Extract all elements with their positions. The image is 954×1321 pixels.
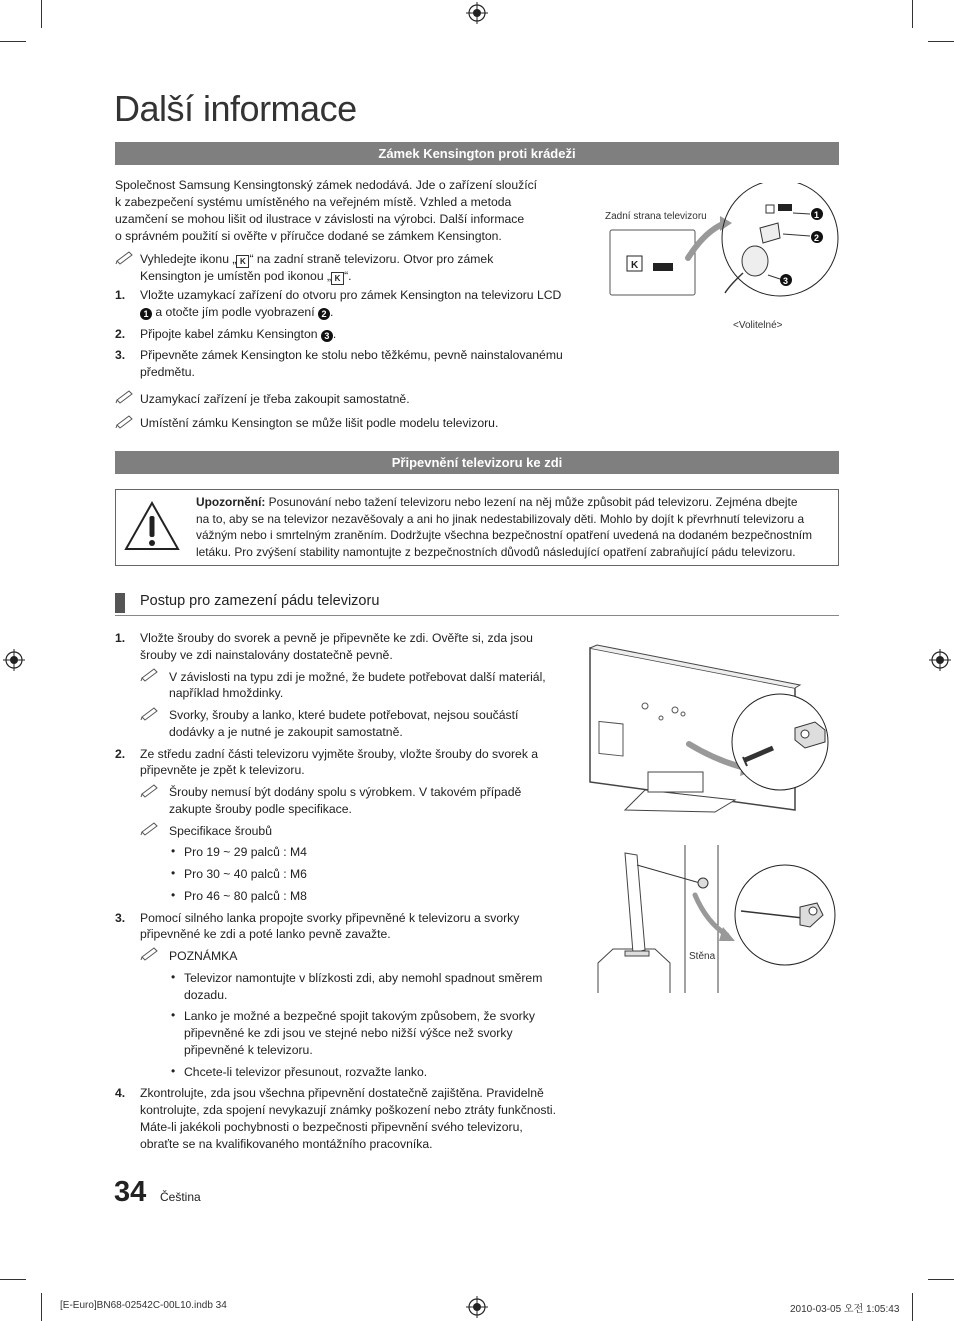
note-pencil-icon	[140, 782, 160, 798]
bullet-text: Chcete-li televizor přesunout, rozvažte lanko.	[184, 1065, 428, 1079]
note-text: “ na zadní straně televizoru. Otvor pro zámek	[249, 252, 494, 266]
step-text-part: .	[332, 327, 337, 341]
registration-mark-icon	[929, 649, 951, 671]
screw-spec: Pro 46 ~ 80 palců : M8	[184, 889, 307, 903]
step-text: Zkontrolujte, zda jsou všechna připevnění dostatečně zajištěna. Pravidelně	[140, 1086, 544, 1100]
rear-tv-label: Zadní strana televizoru	[605, 211, 707, 222]
svg-text:K: K	[631, 260, 639, 271]
bullet-dot: •	[171, 888, 176, 902]
warning-line	[196, 494, 797, 511]
bullet-dot: •	[171, 970, 176, 984]
badge-2: 2	[318, 308, 330, 320]
crop-mark	[41, 0, 42, 28]
step-text: Máte-li jakékoli pochybnosti o bezpečnosti připevnění svého televizoru,	[140, 1120, 523, 1134]
bullet-dot: •	[171, 1008, 176, 1022]
step-number: 2.	[115, 327, 126, 341]
step-text: připevněné ke zdi a poté lanko pevně zavažte.	[140, 927, 391, 941]
note-line	[140, 268, 352, 285]
registration-mark-icon	[3, 649, 25, 671]
note-pencil-icon	[140, 666, 160, 682]
tv-rear-illustration	[585, 640, 840, 815]
bullet-dot: •	[171, 866, 176, 880]
step-text: obraťte se na kvalifikovaného montážního pracovníka.	[140, 1137, 433, 1151]
step-number: 2.	[115, 747, 126, 761]
page-number: 34	[114, 1176, 147, 1208]
bullet-text: Televizor namontujte v blízkosti zdi, aby nemohl spadnout směrem	[184, 971, 543, 985]
warning-line: letáku. Pro zvýšení stability namontujte z bezpečnostních důvodů následující opatření zabraňující pádu televizoru.	[196, 545, 796, 559]
subheading-marker	[115, 593, 125, 613]
bullet-text: dozadu.	[184, 988, 228, 1002]
subheading: Postup pro zamezení pádu televizoru	[140, 593, 380, 609]
note-pencil-icon	[140, 945, 160, 961]
step-text: šrouby ve zdi nainstalovány dostatečně pevně.	[140, 648, 393, 662]
crop-mark	[912, 1293, 913, 1321]
step-text: připevněte je zpět k televizoru.	[140, 763, 305, 777]
note-line: dodávky a je nutné je zakoupit samostatně.	[169, 725, 403, 739]
intro-line: o správném použití si ověřte v příručce dodané se zámkem Kensington.	[115, 229, 502, 243]
warning-line: na to, aby se na televizor nezavěšovaly a ani ho jinak nedestabilizovaly děti. Mohlo by dojít k převrhnutí televizoru a	[196, 512, 805, 526]
note-line: V závislosti na typu zdi je možné, že budete potřebovat další materiál,	[169, 670, 546, 684]
crop-mark	[0, 1279, 26, 1280]
crop-mark	[41, 1293, 42, 1321]
intro-line: uzamčení se mohou lišit od ilustrace v závislosti na výrobci. Další informace	[115, 212, 525, 226]
kensington-icon: K	[236, 255, 249, 268]
note-text: Vyhledejte ikonu „	[140, 252, 237, 266]
crop-mark	[928, 41, 954, 42]
step-text-part: .	[329, 305, 334, 319]
step-text-part: Připojte kabel zámku Kensington	[140, 327, 321, 341]
note-line: například hmoždinky.	[169, 686, 284, 700]
note-pencil-icon	[115, 249, 135, 265]
bullet-text: Lanko je možné a bezpečné spojit takovým způsobem, že svorky	[184, 1009, 535, 1023]
page-title: Další informace	[114, 88, 357, 129]
step-text: kontrolujte, zda spojení nevykazují známky poškození nebo ztráty funkčnosti.	[140, 1103, 556, 1117]
step-number: 4.	[115, 1086, 126, 1100]
bullet-dot: •	[171, 844, 176, 858]
intro-line: Společnost Samsung Kensingtonský zámek nedodává. Jde o zařízení sloužící	[115, 178, 538, 192]
svg-text:2: 2	[814, 233, 820, 243]
step-number: 3.	[115, 348, 126, 362]
step-text: Ze středu zadní části televizoru vyjměte šrouby, vložte šrouby do svorek a	[140, 747, 539, 761]
note-line: Šrouby nemusí být dodány spolu s výrobkem. V takovém případě	[169, 785, 522, 799]
kensington-diagram	[600, 183, 840, 323]
note-text: Kensington je umístěn pod ikonou „	[140, 269, 332, 283]
kensington-icon: K	[331, 272, 344, 285]
screw-spec: Pro 30 ~ 40 palců : M6	[184, 867, 307, 881]
optional-label: <Volitelné>	[733, 320, 783, 331]
note-pencil-icon	[140, 820, 160, 836]
footer-date: 2010-03-05 오전 1:05:43	[790, 1304, 900, 1315]
footer-file: [E-Euro]BN68-02542C-00L10.indb 34	[60, 1300, 227, 1311]
step-text: Připevněte zámek Kensington ke stolu nebo těžkému, pevně nainstalovanému	[140, 348, 563, 362]
warning-label: Upozornění:	[196, 495, 266, 509]
note-line: zakupte šrouby podle specifikace.	[169, 802, 352, 816]
warning-text: Posunování nebo tažení televizoru nebo lezení na něj může způsobit pád televizoru. Zejména dbejte	[265, 495, 798, 509]
step-text: Vložte šrouby do svorek a pevně je připevněte ke zdi. Ověřte si, zda jsou	[140, 631, 533, 645]
step-text: předmětu.	[140, 365, 195, 379]
crop-mark	[928, 1279, 954, 1280]
wall-illustration	[595, 845, 845, 995]
note-pencil-icon	[115, 413, 135, 429]
note-text: “.	[344, 269, 352, 283]
step-number: 3.	[115, 911, 126, 925]
warning-triangle-icon	[123, 500, 181, 552]
registration-mark-icon	[466, 2, 488, 24]
intro-line: k zabezpečení systému umístěného na veřejném místě. Vzhled a metoda	[115, 195, 512, 209]
step-number: 1.	[115, 288, 126, 302]
step-text: Vložte uzamykací zařízení do otvoru pro zámek Kensington na televizoru LCD	[140, 288, 562, 302]
section-heading-wall-mount: Připevnění televizoru ke zdi	[115, 451, 839, 474]
note-pencil-icon	[115, 388, 135, 404]
note-line: Uzamykací zařízení je třeba zakoupit samostatně.	[140, 392, 410, 406]
warning-line: vážným nebo i smrtelným zraněním. Dodržujte všechna bezpečnostní opatření uvedená na dodaném bezpečnostním	[196, 528, 813, 542]
step-number: 1.	[115, 631, 126, 645]
step-text-part: a otočte jím podle vyobrazení	[152, 305, 318, 319]
registration-mark-icon	[466, 1296, 488, 1318]
bullet-text: připevněné ke zdi jsou ve stejné nebo nižší výšce než svorky	[184, 1026, 513, 1040]
note-line: Svorky, šrouby a lanko, které budete potřebovat, nejsou součástí	[169, 708, 519, 722]
section-heading-kensington: Zámek Kensington proti krádeži	[115, 142, 839, 165]
wall-label: Stěna	[689, 951, 716, 962]
svg-text:1: 1	[814, 210, 820, 220]
note-pencil-icon	[140, 705, 160, 721]
crop-mark	[0, 41, 26, 42]
badge-1: 1	[140, 308, 152, 320]
screw-spec: Pro 19 ~ 29 palců : M4	[184, 845, 307, 859]
crop-mark	[912, 0, 913, 28]
subheading-rule	[115, 615, 839, 616]
step-text	[140, 326, 336, 343]
page-language: Čeština	[160, 1190, 201, 1204]
note-line	[140, 251, 493, 268]
note-line: Specifikace šroubů	[169, 824, 272, 838]
badge-3: 3	[321, 330, 333, 342]
bullet-text: připevněné k televizoru.	[184, 1043, 313, 1057]
bullet-dot: •	[171, 1064, 176, 1078]
step-text: Pomocí silného lanka propojte svorky připevněné k televizoru a svorky	[140, 911, 520, 925]
svg-text:3: 3	[783, 276, 789, 286]
note-line: Umístění zámku Kensington se může lišit podle modelu televizoru.	[140, 416, 499, 430]
note-heading: POZNÁMKA	[169, 949, 238, 963]
step-text	[140, 304, 333, 321]
